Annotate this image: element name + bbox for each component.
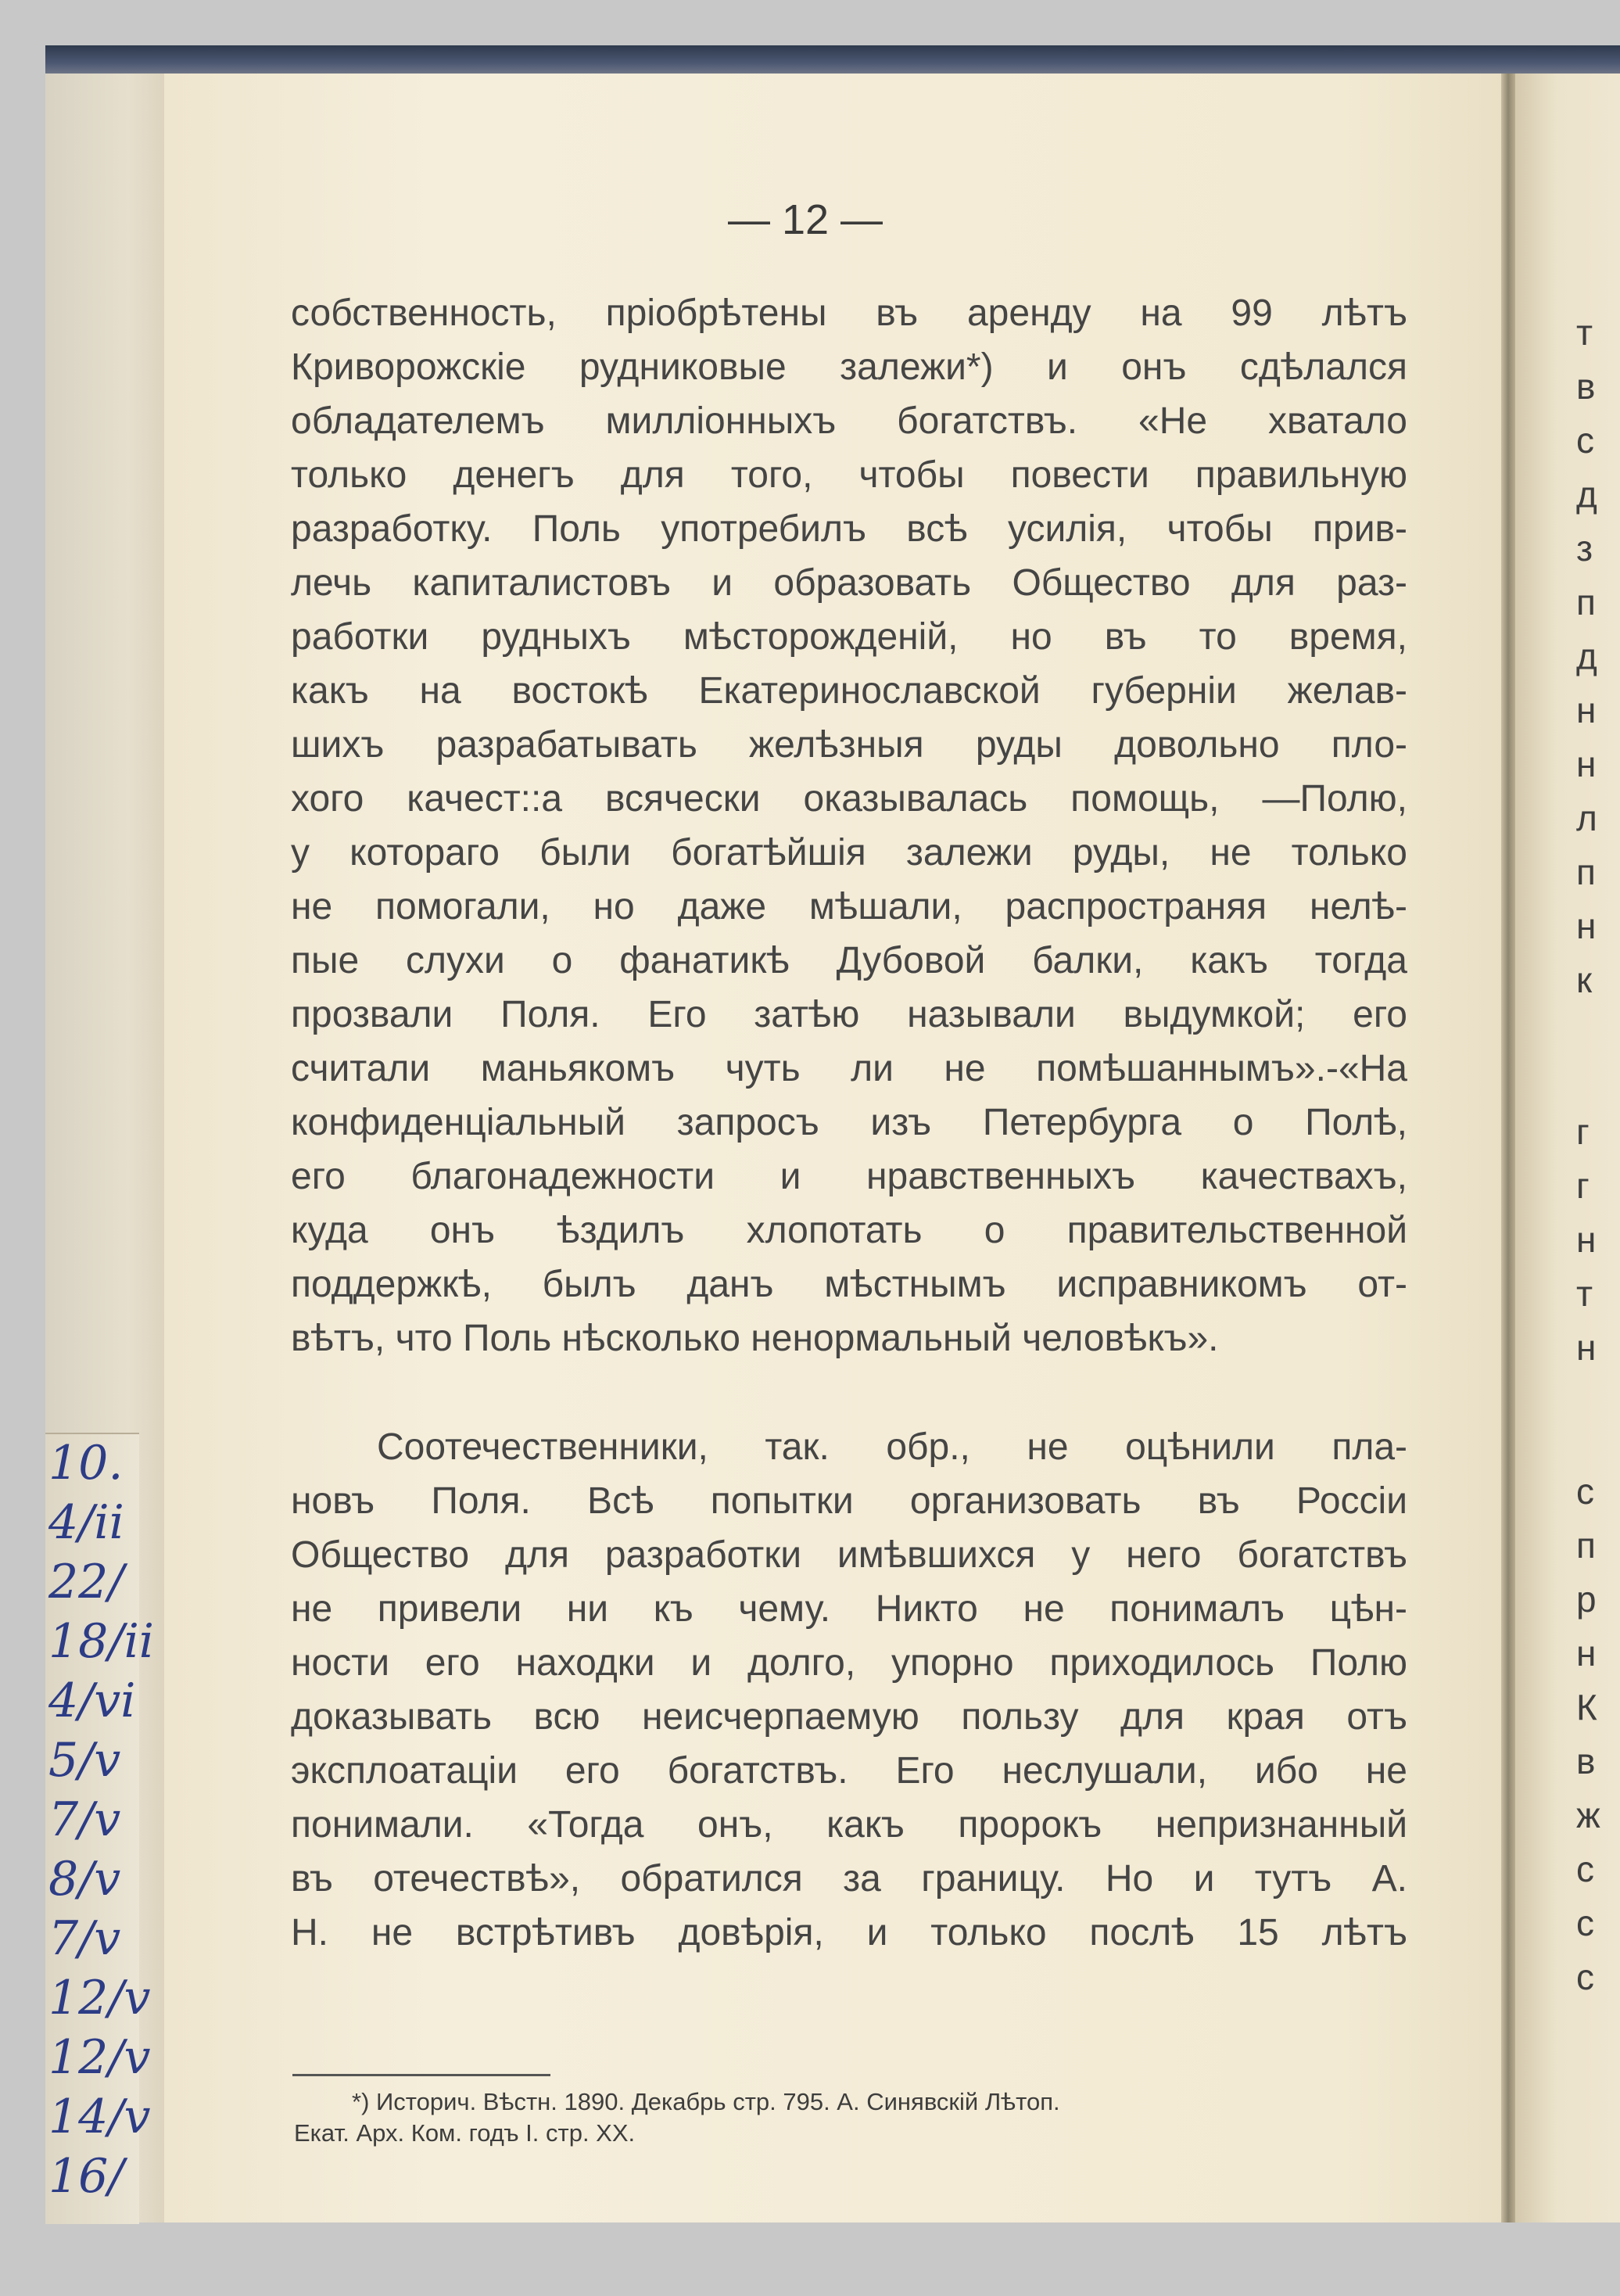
- facing-page-fragment: н: [1576, 906, 1597, 946]
- handwritten-date: 16/: [48, 2149, 124, 2204]
- handwritten-date: 5/v: [48, 1733, 121, 1788]
- handwritten-date: 4/ii: [48, 1495, 124, 1550]
- facing-page-fragment: п: [1576, 582, 1596, 622]
- footnote-line: Екат. Арх. Ком. годъ I. стр. XX.: [294, 2119, 636, 2147]
- text-line: его благонадежности и нравственныхъ качествахъ,: [291, 1156, 1407, 1197]
- text-line: обладателемъ милліонныхъ богатствъ. «Не хватало: [291, 400, 1407, 442]
- handwritten-date: 14/v: [48, 2090, 151, 2144]
- text-line: не привели ни къ чему. Никто не понималъ цѣн-: [291, 1588, 1407, 1630]
- footnote-rule: [292, 2074, 550, 2076]
- text-line: лечь капиталистовъ и образовать Общество для раз-: [291, 562, 1407, 604]
- handwritten-date: 7/v: [48, 1792, 121, 1847]
- facing-page-fragment: н: [1576, 1219, 1597, 1260]
- text-line: куда онъ ѣздилъ хлопотать о правительственной: [291, 1210, 1407, 1251]
- text-line: въ отечествѣ», обратился за границу. Но и тутъ А.: [291, 1858, 1407, 1900]
- facing-page-fragment: д: [1576, 636, 1597, 676]
- facing-page-fragment: с: [1576, 1471, 1594, 1512]
- facing-page-fragment: в: [1576, 366, 1596, 407]
- handwritten-date: 18/ii: [48, 1614, 154, 1669]
- book-cover-edge: [45, 45, 1620, 74]
- page-body-text: [291, 286, 1407, 1960]
- facing-page-fragment: т: [1576, 312, 1593, 353]
- text-line: не помогали, но даже мѣшали, распространяя нелѣ-: [291, 886, 1407, 927]
- text-line: конфиденціальный запросъ изъ Петербурга о Полѣ,: [291, 1102, 1407, 1143]
- text-line: вѣтъ, что Поль нѣсколько ненормальный человѣкъ».: [291, 1318, 1219, 1359]
- handwritten-date: 12/v: [48, 2030, 151, 2085]
- text-line: поддержкѣ, былъ данъ мѣстнымъ исправникомъ от-: [291, 1264, 1407, 1305]
- text-line: собственность, пріобрѣтены въ аренду на 99 лѣтъ: [291, 292, 1407, 334]
- text-line: работки рудныхъ мѣсторожденій, но въ то время,: [291, 616, 1407, 658]
- facing-page-fragment: ж: [1576, 1795, 1600, 1835]
- page-gutter: [1501, 74, 1515, 2222]
- handwritten-date: 8/v: [48, 1852, 121, 1907]
- facing-page-fragment: К: [1576, 1687, 1597, 1727]
- facing-page-fragment: т: [1576, 1273, 1593, 1314]
- text-line: доказывать всю неисчерпаемую пользу для края отъ: [291, 1696, 1407, 1738]
- facing-page-fragment: с: [1576, 1849, 1594, 1889]
- text-line: Соотечественники, так. обр., не оцѣнили пла-: [377, 1426, 1407, 1468]
- facing-page-fragment: з: [1576, 528, 1593, 569]
- text-line: какъ на востокѣ Екатеринославской губерніи желав-: [291, 670, 1407, 712]
- text-line: шихъ разрабатывать желѣзныя руды довольно пло-: [291, 724, 1407, 766]
- facing-page-fragment: с: [1576, 1903, 1594, 1943]
- text-line: понимали. «Тогда онъ, какъ пророкъ непризнанный: [291, 1804, 1407, 1846]
- text-line: только денегъ для того, чтобы повести правильную: [291, 454, 1407, 496]
- facing-page-fragment: д: [1576, 474, 1597, 515]
- facing-page-fragment: г: [1576, 1111, 1590, 1152]
- footnote: [294, 2086, 1412, 2149]
- text-line: новъ Поля. Всѣ попытки организовать въ Россіи: [291, 1480, 1407, 1522]
- facing-page-fragment: н: [1576, 1633, 1597, 1674]
- text-line: Н. не встрѣтивъ довѣрія, и только послѣ 15 лѣтъ: [291, 1912, 1407, 1953]
- text-line: Криворожскіе рудниковые залежи*) и онъ сдѣлался: [291, 346, 1407, 388]
- text-line: прозвали Поля. Его затѣю называли выдумкой; его: [291, 994, 1407, 1035]
- footnote-line: *) Историч. Вѣстн. 1890. Декабрь стр. 795. А. Синявскій Лѣтоп.: [352, 2088, 1060, 2115]
- facing-page-fragment: с: [1576, 1957, 1594, 1997]
- facing-page: [1515, 74, 1620, 2222]
- handwritten-date: 12/v: [48, 1971, 151, 2025]
- facing-page-fragment: п: [1576, 852, 1596, 892]
- facing-page-fragment: л: [1576, 798, 1597, 838]
- handwritten-date: 7/v: [48, 1911, 121, 1966]
- facing-page-fragment: с: [1576, 420, 1594, 461]
- text-line: считали маньякомъ чуть ли не помѣшаннымъ».-«На: [291, 1048, 1407, 1089]
- text-line: хого качест::а всячески оказывалась помощь, —Полю,: [291, 778, 1407, 820]
- handwritten-date: 10.: [48, 1436, 124, 1491]
- handwritten-date: 22/: [48, 1555, 124, 1609]
- text-line: пые слухи о фанатикѣ Дубовой балки, какъ тогда: [291, 940, 1407, 981]
- text-line: у котораго были богатѣйшія залежи руды, не только: [291, 832, 1407, 874]
- page-number: — 12 —: [727, 196, 883, 243]
- facing-page-fragment: г: [1576, 1165, 1590, 1206]
- text-line: Общество для разработки имѣвшихся у него богатствъ: [291, 1534, 1407, 1576]
- text-line: разработку. Поль употребилъ всѣ усилія, чтобы прив-: [291, 508, 1407, 550]
- facing-page-fragment: н: [1576, 1327, 1597, 1368]
- text-line: эксплоатаціи его богатствъ. Его неслушали, ибо не: [291, 1750, 1407, 1792]
- facing-page-fragment: н: [1576, 690, 1597, 730]
- facing-page-fragment: к: [1576, 960, 1593, 1000]
- facing-page-fragment: в: [1576, 1741, 1596, 1781]
- facing-page-fragment: п: [1576, 1525, 1596, 1566]
- handwritten-date: 4/vi: [48, 1674, 136, 1728]
- facing-page-fragment: р: [1576, 1579, 1597, 1620]
- paragraph-gap: [291, 1365, 1407, 1420]
- text-line: ности его находки и долго, упорно приходилось Полю: [291, 1642, 1407, 1684]
- facing-page-fragment: н: [1576, 744, 1597, 784]
